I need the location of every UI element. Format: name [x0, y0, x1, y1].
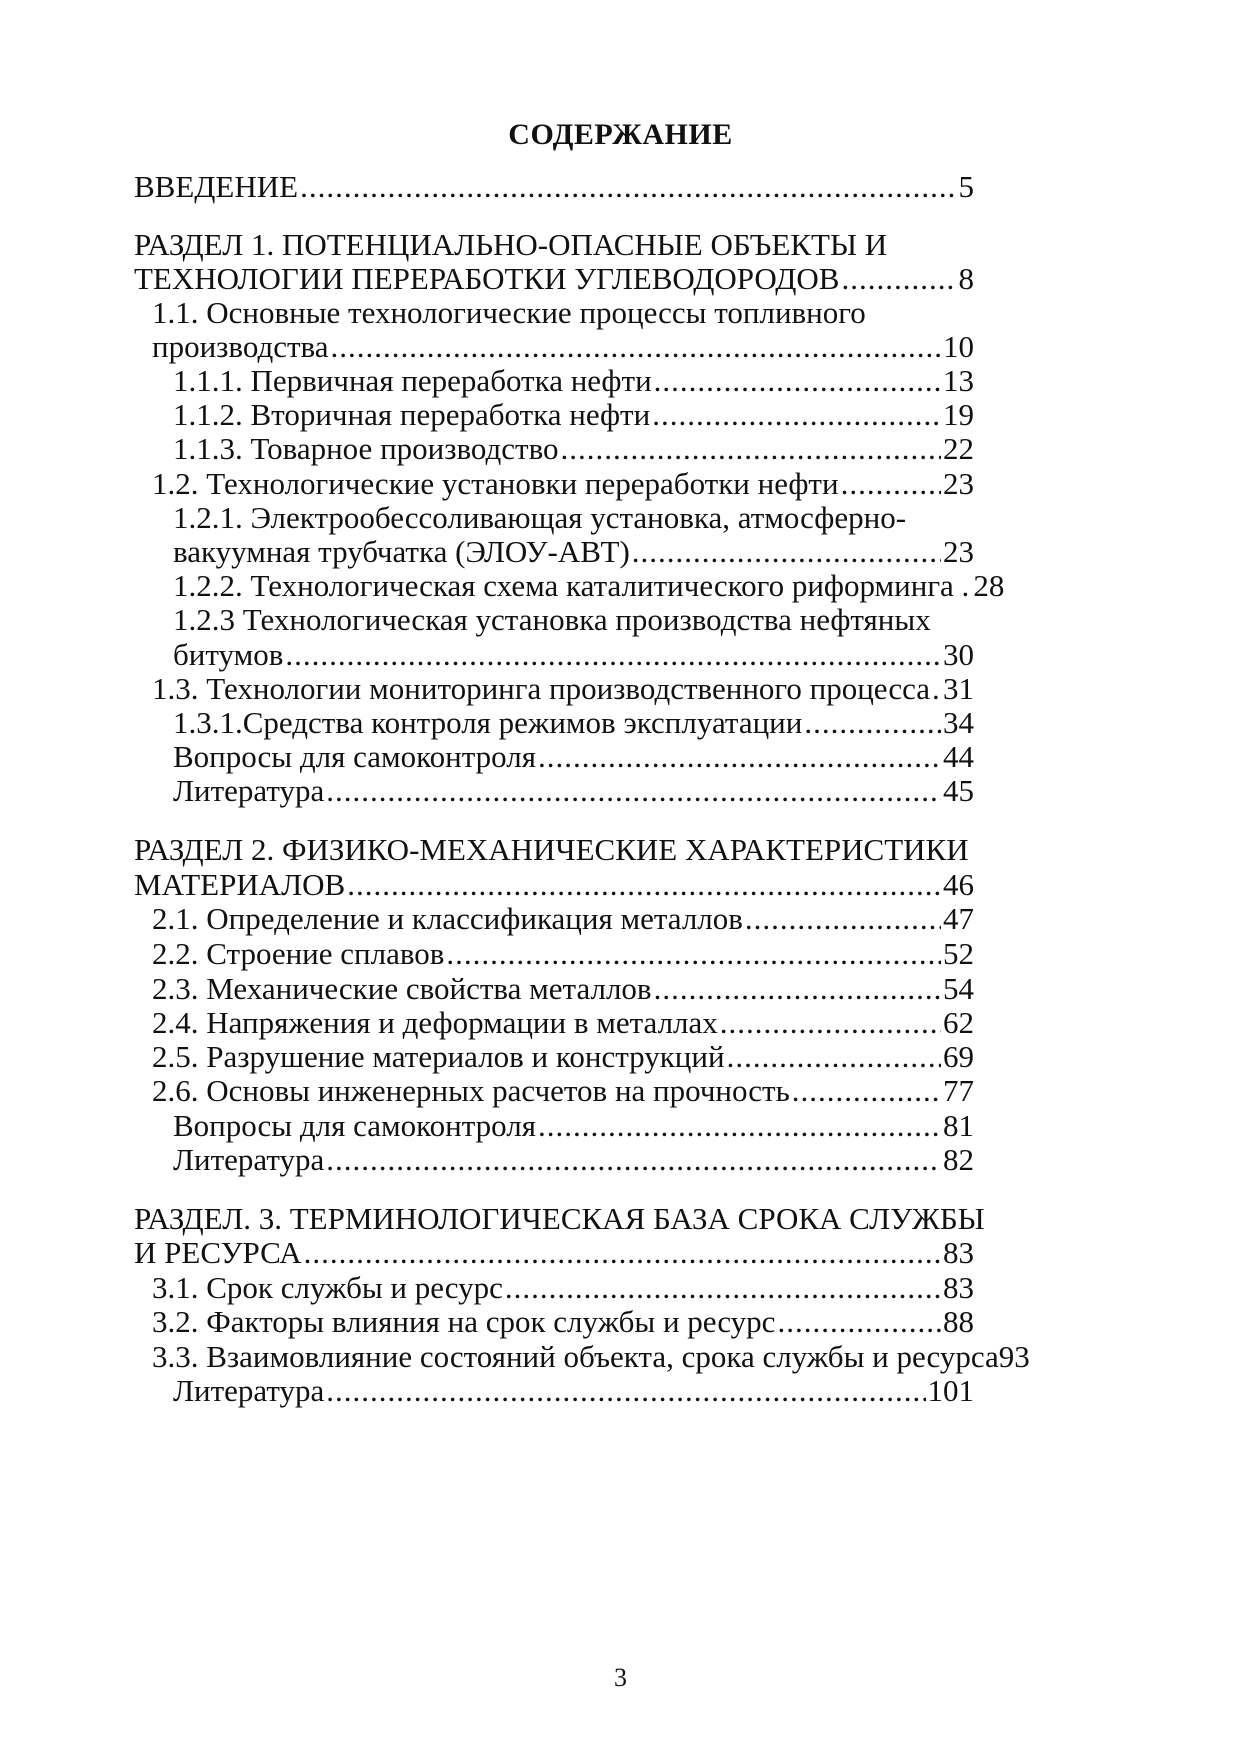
toc-entry-page: 19: [943, 397, 974, 432]
dot-leader: [331, 328, 941, 366]
toc-entry-3-1: [152, 1269, 974, 1307]
dot-leader: [632, 533, 941, 571]
toc-entry-text: 1.1.1. Первичная переработка нефти: [173, 363, 652, 398]
dot-leader: [841, 260, 956, 298]
toc-entry-1-3-1: [173, 704, 974, 742]
toc-entry-page: 69: [943, 1039, 974, 1074]
toc-entry-page: 13: [943, 363, 974, 398]
dot-leader: [304, 1234, 941, 1272]
dot-leader: [561, 430, 941, 468]
toc-entry-page: 46: [943, 867, 974, 902]
page-number: 3: [614, 1663, 627, 1692]
toc-entry-text: 2.3. Механические свойства металлов: [152, 971, 652, 1006]
dot-leader: [727, 1038, 941, 1076]
dot-leader: [652, 396, 941, 434]
toc-entry-text: МАТЕРИАЛОВ: [134, 867, 346, 902]
toc-entry-1-2-2: [173, 567, 1005, 605]
toc-entry-page: 47: [943, 901, 974, 936]
toc-entry-text: Литература: [173, 773, 325, 808]
toc-entry-page: 52: [943, 936, 974, 971]
toc-entry-text: 1.3.1.Средства контроля режимов эксплуатации: [173, 705, 803, 740]
dot-leader: [792, 1072, 941, 1110]
toc-entry-page: 77: [943, 1073, 974, 1108]
toc-entry-1-2-1-line1: 1.2.1. Электрообессоливающая установка, атмосферно-: [173, 500, 907, 535]
toc-entry-1-1-2: [173, 396, 974, 434]
toc-entry-page: 22: [943, 431, 974, 466]
toc-entry-page: 101: [927, 1373, 974, 1408]
dot-leader: [538, 738, 941, 776]
toc-entry-3-2: [152, 1303, 974, 1341]
toc-section-3-heading-line2: [134, 1234, 974, 1272]
toc-entry-text: 3.1. Срок службы и ресурс: [152, 1270, 503, 1305]
dot-leader: [326, 772, 941, 810]
toc-entry-page: 10: [943, 329, 974, 364]
toc-entry-1-1-line2: [152, 328, 974, 366]
toc-entry-page: 62: [943, 1005, 974, 1040]
toc-entry-text: Литература: [173, 1142, 325, 1177]
toc-entry-text: 2.2. Строение сплавов: [152, 936, 445, 971]
toc-entry-2-4: [152, 1004, 974, 1042]
toc-entry-text: 3.2. Факторы влияния на срок службы и ресурс: [152, 1304, 776, 1339]
toc-entry-text: 1.1.2. Вторичная переработка нефти: [173, 397, 651, 432]
toc-entry-page: 23: [943, 466, 974, 501]
toc-entry-page: 45: [943, 773, 974, 808]
toc-entry-page: 83: [943, 1270, 974, 1305]
toc-entry-text: 2.6. Основы инженерных расчетов на прочность: [152, 1073, 790, 1108]
toc-entry-page: 34: [943, 705, 974, 740]
toc-entry-text: И РЕСУРСА: [134, 1235, 302, 1270]
toc-entry-text: 1.3. Технологии мониторинга производственного процесса: [152, 671, 930, 706]
toc-entry-page: 81: [943, 1108, 974, 1143]
toc-entry-2-3: [152, 970, 974, 1008]
toc-entry-1-2-1-line2: [173, 533, 974, 571]
toc-entry-1-3: [152, 670, 974, 708]
dot-leader: [777, 1303, 941, 1341]
toc-section-3-heading-line1: РАЗДЕЛ. 3. ТЕРМИНОЛОГИЧЕСКАЯ БАЗА СРОКА СЛУЖБЫ: [134, 1201, 985, 1236]
toc-entry-page: 23: [943, 534, 974, 569]
dot-leader: [804, 704, 941, 742]
dot-leader: [654, 362, 941, 400]
toc-entry-text: 1.2.2. Технологическая схема каталитического риформинга .: [173, 568, 970, 603]
toc-entry-1-2-3-line2: [173, 636, 974, 674]
toc-entry-text: 1.1.3. Товарное производство: [173, 431, 559, 466]
toc-entry-text: производства: [152, 329, 329, 364]
toc-entry-1-1-1: [173, 362, 974, 400]
toc-entry-text: битумов: [173, 637, 284, 672]
dot-leader: [285, 636, 941, 674]
toc-section-2-heading-line2: [134, 866, 974, 904]
dot-leader: [326, 1141, 941, 1179]
toc-entry-1-literature: [173, 772, 974, 810]
toc-entry-2-5: [152, 1038, 974, 1076]
toc-entry-page: 30: [943, 637, 974, 672]
toc-entry-1-questions: [173, 738, 974, 776]
toc-entry-text: вакуумная трубчатка (ЭЛОУ-АВТ): [173, 534, 630, 569]
toc-section-1-heading-line2: [134, 260, 974, 298]
toc-entry-1-1-3: [173, 430, 974, 468]
toc-entry-text: Вопросы для самоконтроля: [173, 1108, 536, 1143]
toc-entry-2-1: [152, 900, 974, 938]
dot-leader: [745, 900, 941, 938]
toc-entry-page: 54: [943, 971, 974, 1006]
toc-entry-1-2-3-line1: 1.2.3 Технологическая установка производства нефтяных: [173, 602, 931, 637]
page-title: СОДЕРЖАНИЕ: [508, 118, 733, 151]
dot-leader: [654, 970, 941, 1008]
toc-entry-page: 8: [958, 261, 974, 296]
dot-leader: [932, 670, 941, 708]
toc-entry-text: Вопросы для самоконтроля: [173, 739, 536, 774]
toc-entry-page: 83: [943, 1235, 974, 1270]
toc-entry-text: ТЕХНОЛОГИИ ПЕРЕРАБОТКИ УГЛЕВОДОРОДОВ: [134, 261, 840, 296]
dot-leader: [300, 168, 956, 206]
toc-entry-page: 31: [943, 671, 974, 706]
toc-section-1-heading-line1: РАЗДЕЛ 1. ПОТЕНЦИАЛЬНО-ОПАСНЫЕ ОБЪЕКТЫ И: [134, 227, 888, 262]
toc-entry-2-questions: [173, 1107, 974, 1145]
dot-leader: [326, 1372, 925, 1410]
toc-entry-text: 1.2. Технологические установки переработки нефти: [152, 466, 839, 501]
dot-leader: [505, 1269, 941, 1307]
toc-entry-3-literature: [173, 1372, 974, 1410]
dot-leader: [538, 1107, 941, 1145]
toc-section-2-heading-line1: РАЗДЕЛ 2. ФИЗИКО-МЕХАНИЧЕСКИЕ ХАРАКТЕРИСТИКИ: [134, 832, 969, 867]
toc-entry-page: 5: [958, 169, 974, 204]
toc-entry-page: 88: [943, 1304, 974, 1339]
toc-entry-3-3: 3.3. Взаимовлияние состояний объекта, срока службы и ресурса93: [152, 1339, 1030, 1374]
dot-leader: [446, 935, 941, 973]
toc-entry-text: 2.5. Разрушение материалов и конструкций: [152, 1039, 725, 1074]
toc-entry-page: 82: [943, 1142, 974, 1177]
dot-leader: [720, 1004, 941, 1042]
toc-entry-intro: [134, 168, 974, 206]
dot-leader: [841, 465, 941, 503]
toc-entry-2-literature: [173, 1141, 974, 1179]
toc-entry-1-2: [152, 465, 974, 503]
toc-entry-page: 44: [943, 739, 974, 774]
toc-entry-2-2: [152, 935, 974, 973]
toc-entry-text: ВВЕДЕНИЕ: [134, 169, 299, 204]
toc-entry-text: 2.1. Определение и классификация металлов: [152, 901, 743, 936]
toc-entry-text: Литература: [173, 1373, 325, 1408]
toc-entry-page: 28: [973, 568, 1005, 603]
dot-leader: [347, 866, 941, 904]
toc-entry-text: 2.4. Напряжения и деформации в металлах: [152, 1005, 718, 1040]
toc-entry-2-6: [152, 1072, 974, 1110]
toc-entry-1-1-line1: 1.1. Основные технологические процессы топливного: [152, 295, 866, 330]
